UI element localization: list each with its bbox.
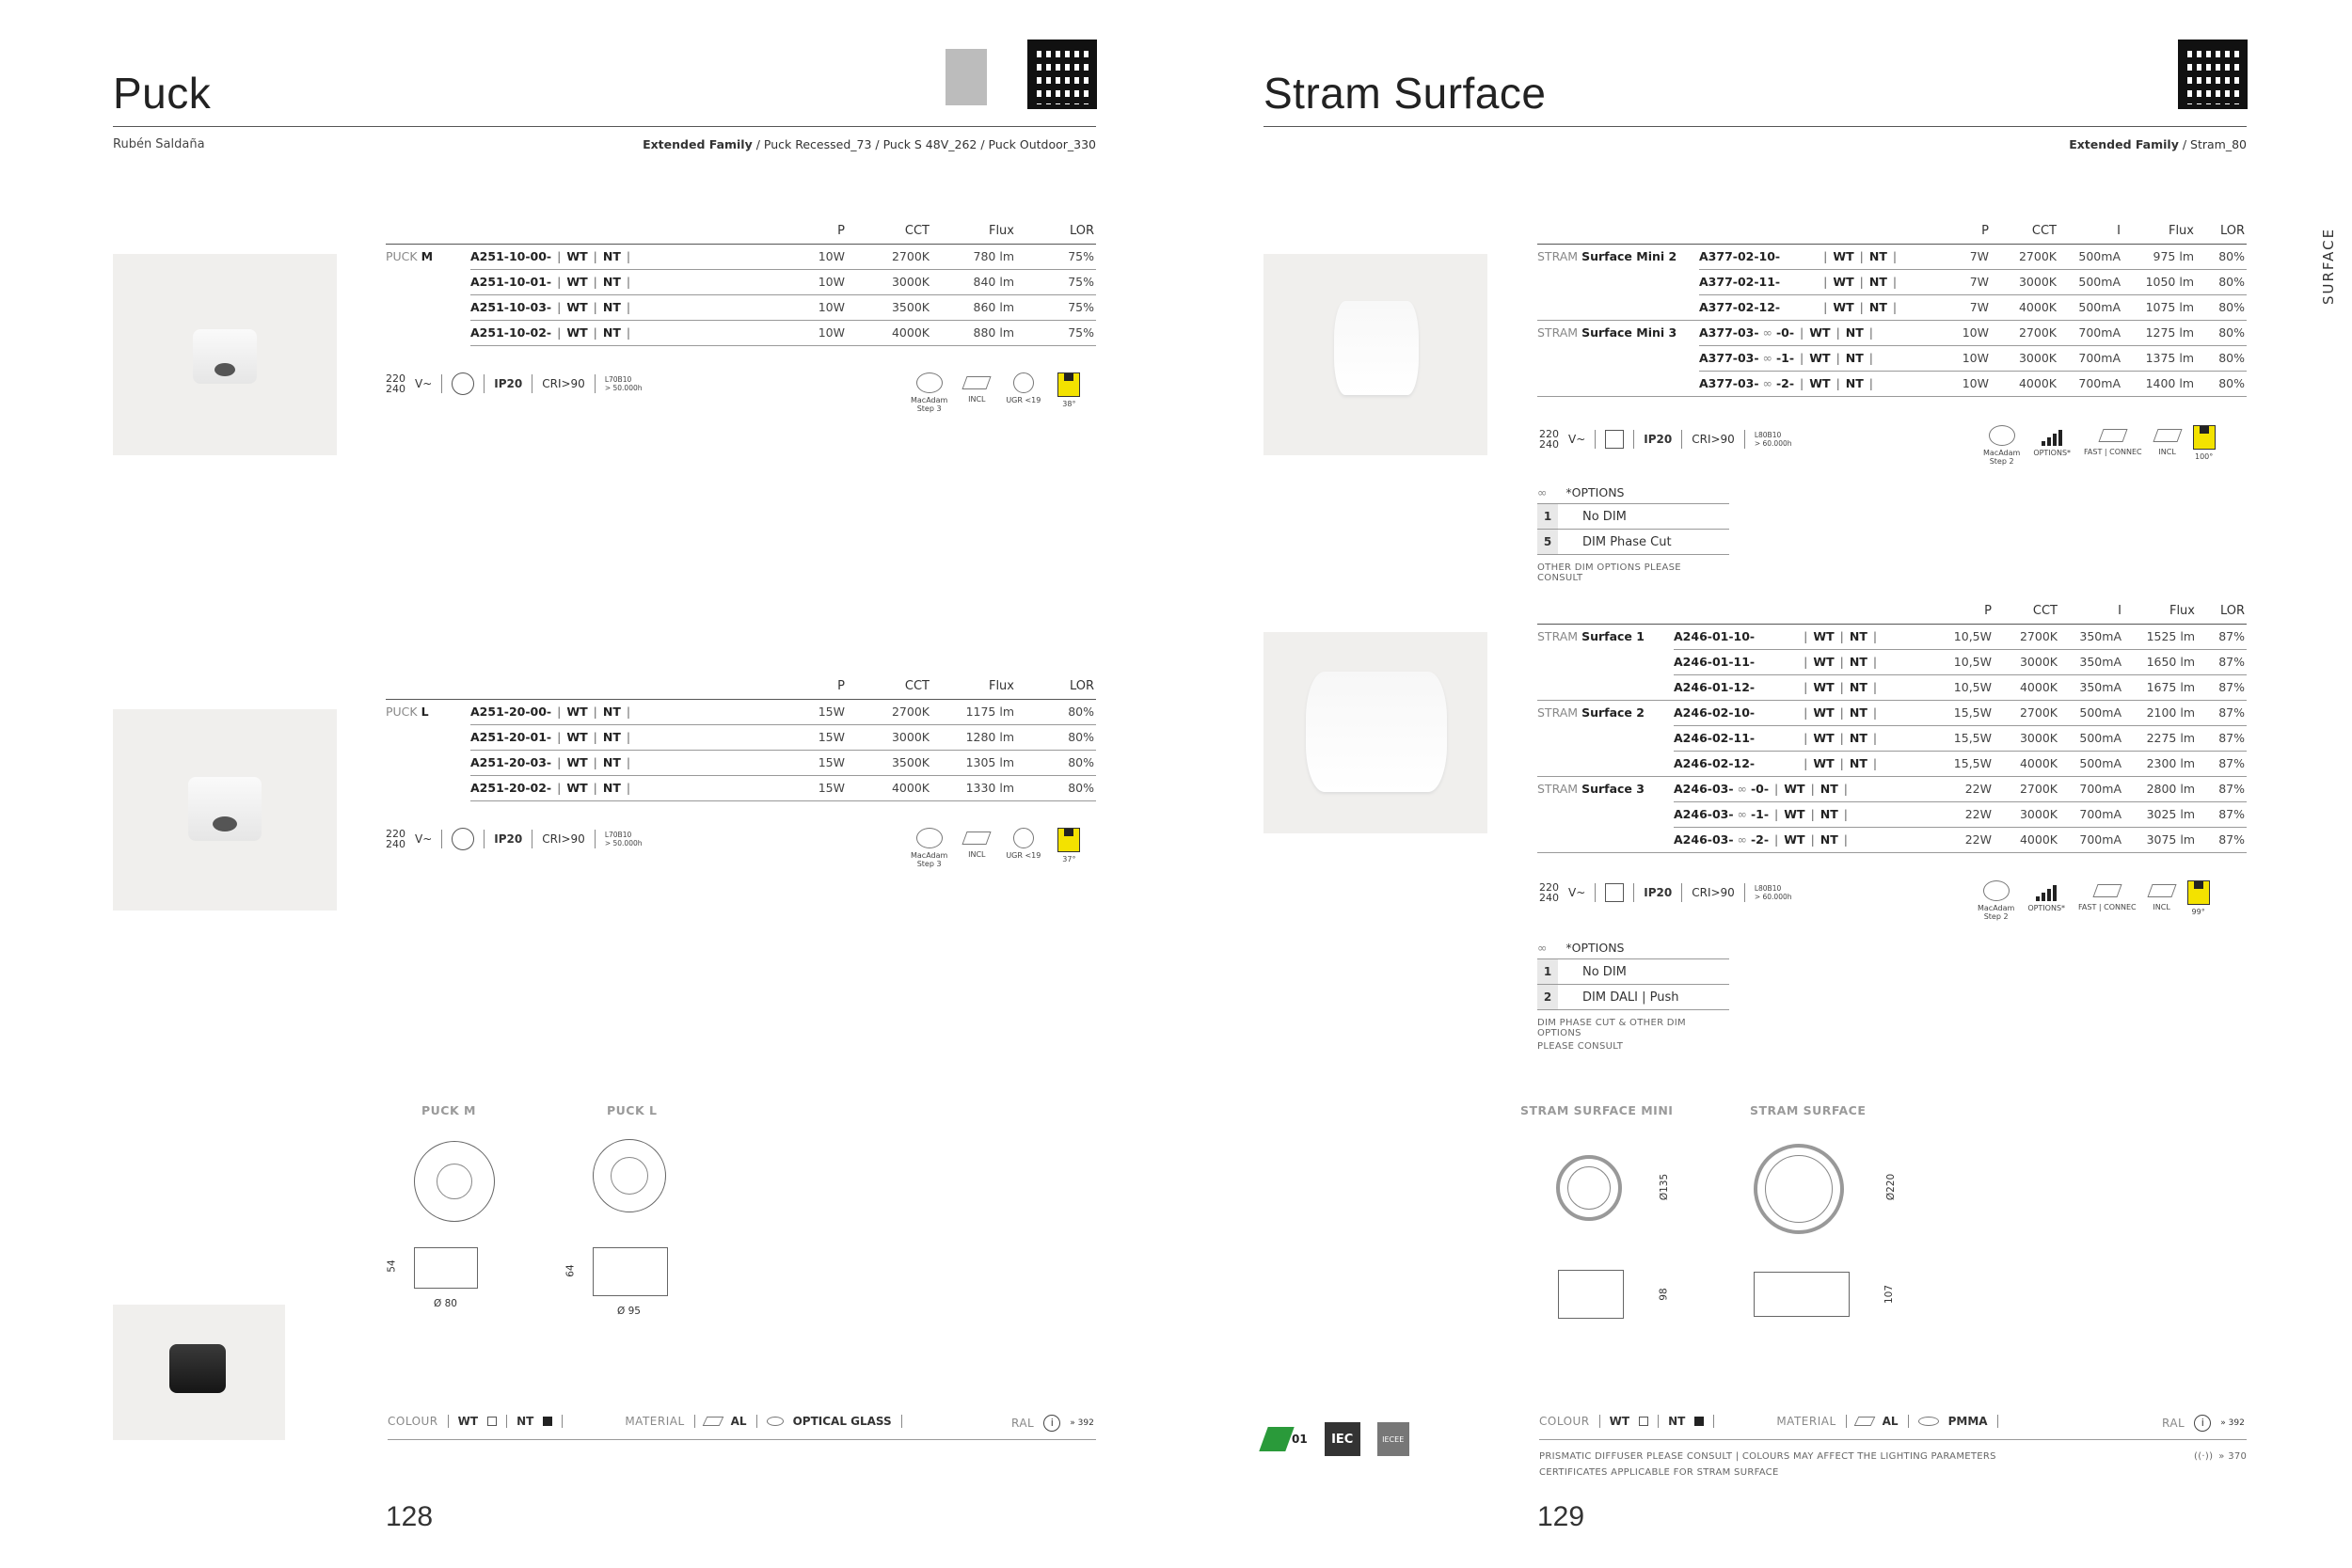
spec-line-puck-l: 220 240 V~ IP20 CRI>90 L70B10 > 50.000h bbox=[386, 828, 643, 850]
ral-left[interactable]: RAL i » 392 bbox=[1011, 1417, 1094, 1430]
product-photo-stram-surface bbox=[1263, 632, 1487, 833]
dim-height-surface: 107 bbox=[1883, 1284, 1896, 1305]
eye-icon: UGR <19 bbox=[1006, 372, 1041, 404]
iec-logo: IEC bbox=[1325, 1422, 1360, 1456]
title-rule-right bbox=[1263, 126, 2247, 127]
page-title-right: Stram Surface bbox=[1263, 69, 1547, 118]
macadam-icon: MacAdam Step 3 bbox=[911, 372, 947, 413]
footer-notes-2: CERTIFICATES APPLICABLE FOR STRAM SURFACE bbox=[1539, 1467, 1779, 1478]
family-stram-surface-1: STRAM Surface 1 bbox=[1537, 629, 1645, 644]
macadam-icon: MacAdam Step 3 bbox=[911, 828, 947, 868]
macadam-icon: MacAdam Step 2 bbox=[1983, 425, 2020, 466]
icon-row-puck-l bbox=[911, 828, 1080, 868]
signal-ref[interactable]: ((·)) » 370 bbox=[2194, 1451, 2248, 1462]
table-row[interactable]: A377-03- ∞ -0- | WT | NT | bbox=[1699, 320, 1925, 345]
incl-icon: INCL bbox=[2155, 425, 2180, 456]
spec-table-puck-m: P CCT Flux LOR PUCK M A251-10-00- | WT | NT | 10W 2700K 780 lm 75% A251-10-01- | WT | NT | 10W 3000K 840 lm 75% A251-10-03- | WT | NT | 10W 3500K 860 lm 75% A251-10-02- | WT | NT | 10W 4000K 880 lm 75% bbox=[386, 218, 1096, 346]
dim-height-mini: 98 bbox=[1658, 1288, 1670, 1301]
family-stram-mini-2: STRAM Surface Mini 2 bbox=[1537, 249, 1677, 264]
ip-rating: IP20 bbox=[494, 377, 523, 390]
eye-icon: UGR <19 bbox=[1006, 828, 1041, 860]
voltage: 220 240 bbox=[386, 372, 405, 395]
page-number-left: 128 bbox=[386, 1501, 434, 1532]
macadam-icon: MacAdam Step 2 bbox=[1978, 880, 2014, 921]
class-ii-icon bbox=[1605, 883, 1624, 902]
col-flux: Flux bbox=[931, 218, 1016, 244]
icon-row-stram-mini bbox=[1983, 425, 2216, 466]
table-row[interactable]: A251-10-02- | WT | NT | bbox=[470, 320, 753, 345]
incl-icon: INCL bbox=[964, 828, 989, 859]
table-row[interactable]: A377-02-10- | WT | NT | bbox=[1699, 244, 1925, 269]
black-swatch-icon bbox=[1694, 1417, 1704, 1426]
product-photo-stram-mini bbox=[1263, 254, 1487, 455]
class-ii-icon bbox=[1605, 430, 1624, 449]
side-tab-surface: SURFACE bbox=[2320, 227, 2337, 305]
options-icon: ∞ bbox=[1737, 832, 1747, 847]
product-photo-puck-black bbox=[113, 1305, 285, 1440]
options-icon: ∞ bbox=[1762, 325, 1772, 340]
table-row[interactable]: A251-10-00- | WT | NT | bbox=[470, 244, 753, 269]
options-bars-icon: OPTIONS* bbox=[2027, 880, 2065, 912]
col-lor: LOR bbox=[1016, 218, 1096, 244]
beam-angle-icon: 100° bbox=[2193, 425, 2216, 461]
footer-rule-left bbox=[388, 1439, 1096, 1440]
title-rule-left bbox=[113, 126, 1096, 127]
options-box-surface: ∞ *OPTIONS 1 No DIM 2 DIM DALI | Push DIM PHASE CUT & OTHER DIM OPTIONS PLEASE CONSULT bbox=[1537, 937, 1729, 1052]
icon-row-stram-surface bbox=[1978, 880, 2210, 921]
col-lor: LOR bbox=[2196, 218, 2247, 244]
options-icon: ∞ bbox=[1537, 941, 1548, 955]
earth-icon bbox=[452, 372, 474, 395]
aluminium-icon bbox=[702, 1417, 723, 1426]
product-photo-puck-l bbox=[113, 709, 337, 911]
signal-icon: ((·)) bbox=[2194, 1451, 2214, 1462]
drawing-side-stram-mini bbox=[1558, 1270, 1624, 1319]
family-stram-mini-3: STRAM Surface Mini 3 bbox=[1537, 325, 1677, 341]
family-puck-l: PUCK L bbox=[386, 705, 429, 720]
incl-icon: INCL bbox=[964, 372, 989, 404]
dim-height-m: 54 bbox=[386, 1259, 398, 1273]
lifetime: L70B10 > 50.000h bbox=[604, 375, 643, 392]
col-cct: CCT bbox=[1991, 218, 2058, 244]
options-icon: ∞ bbox=[1737, 807, 1747, 821]
options-box-mini: ∞ *OPTIONS 1 No DIM 5 DIM Phase Cut OTHER DIM OPTIONS PLEASE CONSULT bbox=[1537, 482, 1729, 583]
product-photo-puck-m bbox=[113, 254, 337, 455]
drawing-top-stram-mini bbox=[1556, 1155, 1622, 1221]
table-row[interactable]: A377-03- ∞ -2- | WT | NT | bbox=[1699, 371, 1925, 396]
info-icon[interactable]: i bbox=[2194, 1415, 2211, 1432]
qr-code-left[interactable] bbox=[1027, 40, 1097, 109]
ral-right[interactable]: RAL i » 392 bbox=[2162, 1417, 2245, 1430]
options-icon: ∞ bbox=[1737, 782, 1747, 796]
dim-height-l: 64 bbox=[564, 1264, 577, 1277]
spec-line-puck-m: 220 240 V~ IP20 CRI>90 L70B10 > 50.000h bbox=[386, 372, 643, 395]
drawing-top-stram-surface bbox=[1754, 1144, 1844, 1234]
col-p: P bbox=[1925, 218, 1991, 244]
cri: CRI>90 bbox=[542, 377, 585, 390]
drawing-side-puck-m bbox=[414, 1247, 478, 1289]
table-row[interactable]: A246-01-12- | WT | NT | bbox=[1674, 674, 1918, 700]
options-bars-icon: OPTIONS* bbox=[2033, 425, 2071, 457]
drawing-label-stram-mini: STRAM SURFACE MINI bbox=[1520, 1103, 1674, 1117]
page-number-right: 129 bbox=[1537, 1501, 1585, 1532]
spec-line-stram-surface: 220 240 V~ IP20 CRI>90 L80B10 > 60.000h bbox=[1539, 881, 1792, 904]
dim-diameter-l: Ø 95 bbox=[617, 1306, 641, 1317]
extended-family-left bbox=[643, 137, 1096, 151]
table-row[interactable]: A246-01-10- | WT | NT | bbox=[1674, 624, 1918, 649]
certificates bbox=[1263, 1422, 1409, 1456]
spec-table-stram-surface: P CCT I Flux LOR STRAM Surface 1 A246-01-10- | WT | NT | 10,5W 2700K 350mA 1525 lm 87% A246-01-11- | WT | NT | 10,5W 3000K 350mA 1650 lm 87% A246-01-12- | WT | NT | 10,5W 4000K 350mA 1675 lm 87% STRAM Surface 2 A246-02-10- | WT | NT | 15,5W 2700K 500mA 2100 lm 87% A246-02-11- | WT | NT | 15,5W 3000K 500mA 2275 lm 87% A246-02-12- | WT | NT | 15,5W 4000K 500mA 2300 lm 87% STRAM Surface 3 A246-03- ∞ -0- | WT | NT | 22W 2700K 700mA 2800 lm 87% A246-03- ∞ -1- | WT | NT | 22W 3000K 700mA 3025 lm 87% A246-03- ∞ -2- | WT | NT | 22W 4000K 700mA 3075 lm 87% bbox=[1537, 598, 2247, 853]
footer-notes-1: PRISMATIC DIFFUSER PLEASE CONSULT | COLOURS MAY AFFECT THE LIGHTING PARAMETERS bbox=[1539, 1451, 1996, 1462]
dim-diameter-surface: Ø220 bbox=[1885, 1173, 1898, 1201]
table-row[interactable]: A246-02-10- | WT | NT | bbox=[1674, 700, 1918, 725]
table-row[interactable]: A251-20-01- | WT | NT | bbox=[470, 724, 753, 750]
table-row[interactable]: A246-02-11- | WT | NT | bbox=[1674, 725, 1918, 751]
drawing-label-puck-m: PUCK M bbox=[421, 1103, 476, 1117]
logo-badge bbox=[946, 49, 987, 105]
info-icon[interactable]: i bbox=[1043, 1415, 1060, 1432]
table-row[interactable]: A377-03- ∞ -1- | WT | NT | bbox=[1699, 345, 1925, 371]
drawing-side-puck-l bbox=[593, 1247, 668, 1296]
spec-table-puck-l: P CCT Flux LOR PUCK L A251-20-00- | WT | NT | 15W 2700K 1175 lm 80% A251-20-01- | WT | NT | 15W 3000K 1280 lm 80% A251-20-03- | WT | NT | 15W 3500K 1305 lm 80% A251-20-02- | WT | NT | 15W 4000K 1330 lm 80% bbox=[386, 673, 1096, 801]
table-row[interactable]: A251-20-03- | WT | NT | bbox=[470, 750, 753, 775]
pmma-icon bbox=[1918, 1417, 1939, 1426]
extended-family-right: Extended Family / Stram_80 bbox=[2069, 137, 2247, 151]
qr-code-right[interactable] bbox=[2178, 40, 2248, 109]
col-i: I bbox=[2058, 218, 2122, 244]
options-icon: ∞ bbox=[1537, 485, 1548, 499]
family-links[interactable]: / Puck Recessed_73 / Puck S 48V_262 / Puck Outdoor_330 bbox=[752, 137, 1096, 151]
drawing-label-puck-l: PUCK L bbox=[607, 1103, 658, 1117]
col-cct: CCT bbox=[847, 218, 931, 244]
fast-connect-icon: FAST | CONNEC bbox=[2078, 880, 2137, 911]
beam-angle-icon: 37° bbox=[1057, 828, 1080, 863]
dim-diameter-m: Ø 80 bbox=[434, 1298, 457, 1309]
ik-icon: 01 bbox=[1263, 1427, 1308, 1451]
designer-name: Rubén Saldaña bbox=[113, 137, 205, 151]
white-swatch-icon bbox=[1639, 1417, 1648, 1426]
options-icon: ∞ bbox=[1762, 351, 1772, 365]
table-row[interactable]: A246-02-12- | WT | NT | bbox=[1674, 751, 1918, 776]
black-swatch-icon bbox=[543, 1417, 552, 1426]
drawing-top-puck-l bbox=[593, 1139, 666, 1212]
page-title-left: Puck bbox=[113, 69, 212, 118]
table-row[interactable]: A251-10-01- | WT | NT | bbox=[470, 269, 753, 294]
footer-rule-right bbox=[1539, 1439, 2247, 1440]
fast-connect-icon: FAST | CONNEC bbox=[2084, 425, 2142, 456]
incl-icon: INCL bbox=[2150, 880, 2174, 911]
drawing-top-puck-m bbox=[414, 1141, 495, 1222]
glass-icon bbox=[767, 1417, 784, 1426]
aluminium-icon bbox=[1853, 1417, 1875, 1426]
col-flux: Flux bbox=[2122, 218, 2196, 244]
table-row[interactable]: A377-02-11- | WT | NT | bbox=[1699, 269, 1925, 294]
table-row[interactable]: A246-03- ∞ -1- | WT | NT | bbox=[1674, 801, 1918, 827]
table-row[interactable]: A251-10-03- | WT | NT | bbox=[470, 294, 753, 320]
options-icon: ∞ bbox=[1762, 376, 1772, 390]
family-label: Extended Family bbox=[643, 137, 753, 151]
table-row[interactable]: A377-02-12- | WT | NT | bbox=[1699, 294, 1925, 320]
beam-angle-icon: 99° bbox=[2187, 880, 2210, 916]
drawing-label-stram-surface: STRAM SURFACE bbox=[1750, 1103, 1867, 1117]
white-swatch-icon bbox=[487, 1417, 497, 1426]
col-p: P bbox=[753, 218, 847, 244]
table-row[interactable]: A251-20-02- | WT | NT | bbox=[470, 775, 753, 800]
table-row[interactable]: A246-03- ∞ -0- | WT | NT | bbox=[1674, 776, 1918, 801]
drawing-side-stram-surface bbox=[1754, 1272, 1850, 1317]
family-puck-m: PUCK M bbox=[386, 249, 434, 264]
family-stram-surface-2: STRAM Surface 2 bbox=[1537, 705, 1645, 721]
family-stram-surface-3: STRAM Surface 3 bbox=[1537, 782, 1645, 797]
earth-icon bbox=[452, 828, 474, 850]
dim-diameter-mini: Ø135 bbox=[1659, 1173, 1671, 1201]
spec-table-stram-mini: P CCT I Flux LOR STRAM Surface Mini 2 A377-02-10- | WT | NT | 7W 2700K 500mA 975 lm 80% A377-02-11- | WT | NT | 7W 3000K 500mA 1050 lm 80% A377-02-12- | WT | NT | 7W 4000K 500mA 1075 lm 80% STRAM Surface Mini 3 A377-03- ∞ -0- | WT | NT | 10W 2700K 700mA 1275 lm 80% A377-03- ∞ -1- | WT | NT | 10W 3000K 700mA 1375 lm 80% A377-03- ∞ -2- | WT | NT | 10W 4000K 700mA 1400 lm 80% bbox=[1537, 218, 2247, 397]
table-row[interactable]: A251-20-00- | WT | NT | bbox=[470, 699, 753, 724]
icon-row-puck-m bbox=[911, 372, 1080, 413]
spec-line-stram-mini: 220 240 V~ IP20 CRI>90 L80B10 > 60.000h bbox=[1539, 428, 1792, 451]
table-row[interactable]: A246-03- ∞ -2- | WT | NT | bbox=[1674, 827, 1918, 852]
footer-colour-material-left: COLOUR WT NT MATERIAL AL OPTICAL GLASS bbox=[388, 1415, 902, 1428]
iecee-logo: IECEE bbox=[1377, 1422, 1409, 1456]
beam-angle-icon: 38° bbox=[1057, 372, 1080, 408]
table-row[interactable]: A246-01-11- | WT | NT | bbox=[1674, 649, 1918, 674]
footer-colour-material-right: COLOUR WT NT MATERIAL AL PMMA bbox=[1539, 1415, 1998, 1428]
